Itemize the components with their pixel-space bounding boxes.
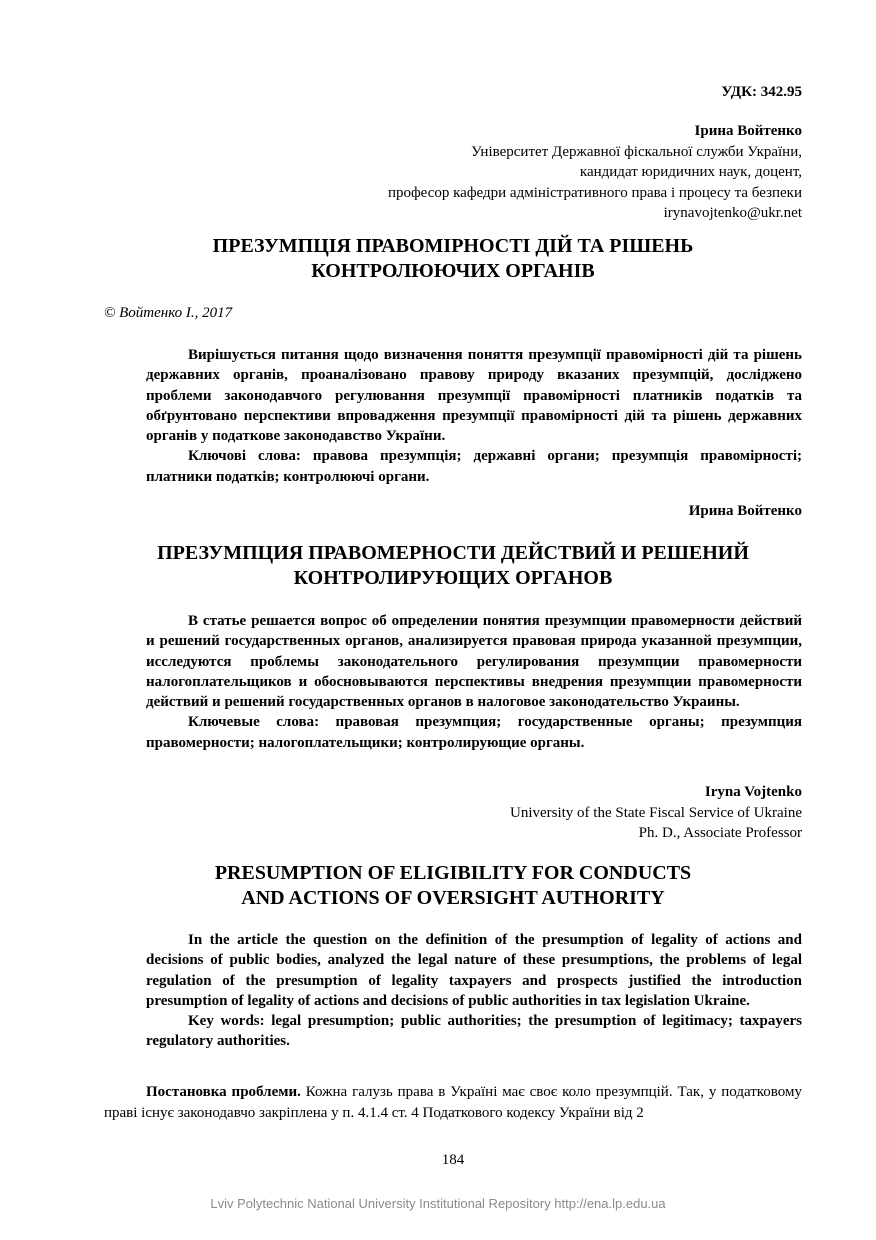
author-block-en: [510, 782, 802, 844]
body-paragraph: [104, 1082, 802, 1124]
abstract-ru-text: В статье решается вопрос об определении понятия презумпции правомерности действий и решений государственных органов, анализируется правовая природа указанной презумпции, исследуются проблемы законодательного регулирования презумпции правомерности налогоплательщиков и обосновываются перспективы внедрения презумпции правомерности действий и решений государственных органов в налоговое законодательство Украины.: [146, 613, 802, 711]
title-en-line2: AND ACTIONS OF OVERSIGHT AUTHORITY: [241, 887, 665, 909]
author-block-ua: [388, 121, 802, 224]
title-ua: [104, 234, 802, 284]
author-affiliation-ua: Університет Державної фіскальної служби України,: [471, 143, 802, 160]
author-position-ua: професор кафедри адміністративного права і процесу та безпеки: [387, 184, 802, 201]
abstract-en: [146, 930, 802, 1052]
author-degree-ua: кандидат юридичних наук, доцент,: [579, 164, 802, 180]
author-name-ua: Ірина Войтенко: [694, 123, 802, 139]
author-degree-en: Ph. D., Associate Professor: [638, 825, 802, 841]
title-en: [104, 861, 802, 911]
abstract-ru: [146, 611, 802, 753]
abstract-ua: [146, 345, 802, 487]
body-paragraph-text: Кожна галузь права в Україні має своє коло презумпцій. Так, у податковому праві існує законодавчо закріплена у п. 4.1.4 ст. 4 Податкового кодексу України від 2: [104, 1084, 802, 1121]
title-ua-line2: КОНТРОЛЮЮЧИХ ОРГАНІВ: [311, 260, 595, 282]
author-affiliation-en: University of the State Fiscal Service of Ukraine: [509, 804, 802, 821]
author-name-en: Iryna Vojtenko: [704, 784, 802, 800]
body-text: [104, 1082, 802, 1124]
repository-footer: Lviv Polytechnic National University Institutional Repository http://ena.lp.edu.ua: [210, 1196, 666, 1211]
keywords-ru: Ключевые слова: правовая презумпция; государственные органы; презумпция правомерности; налогоплательщики; контролирующие органы.: [146, 714, 802, 751]
udk-code: УДК: 342.95: [721, 84, 802, 100]
keywords-en: Key words: legal presumption; public authorities; the presumption of legitimacy; taxpayers regulatory authorities.: [146, 1013, 802, 1050]
abstract-en-text: In the article the question on the definition of the presumption of legality of actions and decisions of public bodies, analyzed the legal nature of these presumptions, the problems of legal regulation of the presumption of legality taxpayers and prospects justified the introduction presumption of legality of actions and decisions of public authorities in tax legislation Ukraine.: [146, 932, 802, 1009]
copyright-note: © Войтенко І., 2017: [104, 305, 233, 321]
page-number: 184: [441, 1152, 465, 1168]
author-email[interactable]: irynavojtenko@ukr.net: [663, 205, 802, 221]
title-ru: [104, 541, 802, 591]
keywords-ua: Ключові слова: правова презумпція; державні органи; презумпція правомірності; платники податків; контролюючі органи.: [146, 448, 802, 485]
abstract-ua-text: Вирішується питання щодо визначення поняття презумпції правомірності дій та рішень державних органів, проаналізовано правову природу вказаних презумпцій, досліджено проблеми законодавчого регулювання презумпції правомірності платників податків та обґрунтовано перспективи впровадження презумпції правомірності дій та рішень державних органів у податкове законодавство України.: [146, 347, 802, 445]
section-heading: Постановка проблеми.: [146, 1084, 301, 1100]
author-name-ru: Ирина Войтенко: [688, 503, 802, 519]
title-en-line1: PRESUMPTION OF ELIGIBILITY FOR CONDUCTS: [214, 862, 692, 884]
title-ru-line2: КОНТРОЛИРУЮЩИХ ОРГАНОВ: [293, 567, 613, 589]
title-ru-line1: ПРЕЗУМПЦИЯ ПРАВОМЕРНОСТИ ДЕЙСТВИЙ И РЕШЕНИЙ: [157, 542, 749, 564]
title-ua-line1: ПРЕЗУМПЦІЯ ПРАВОМІРНОСТІ ДІЙ ТА РІШЕНЬ: [212, 235, 694, 257]
